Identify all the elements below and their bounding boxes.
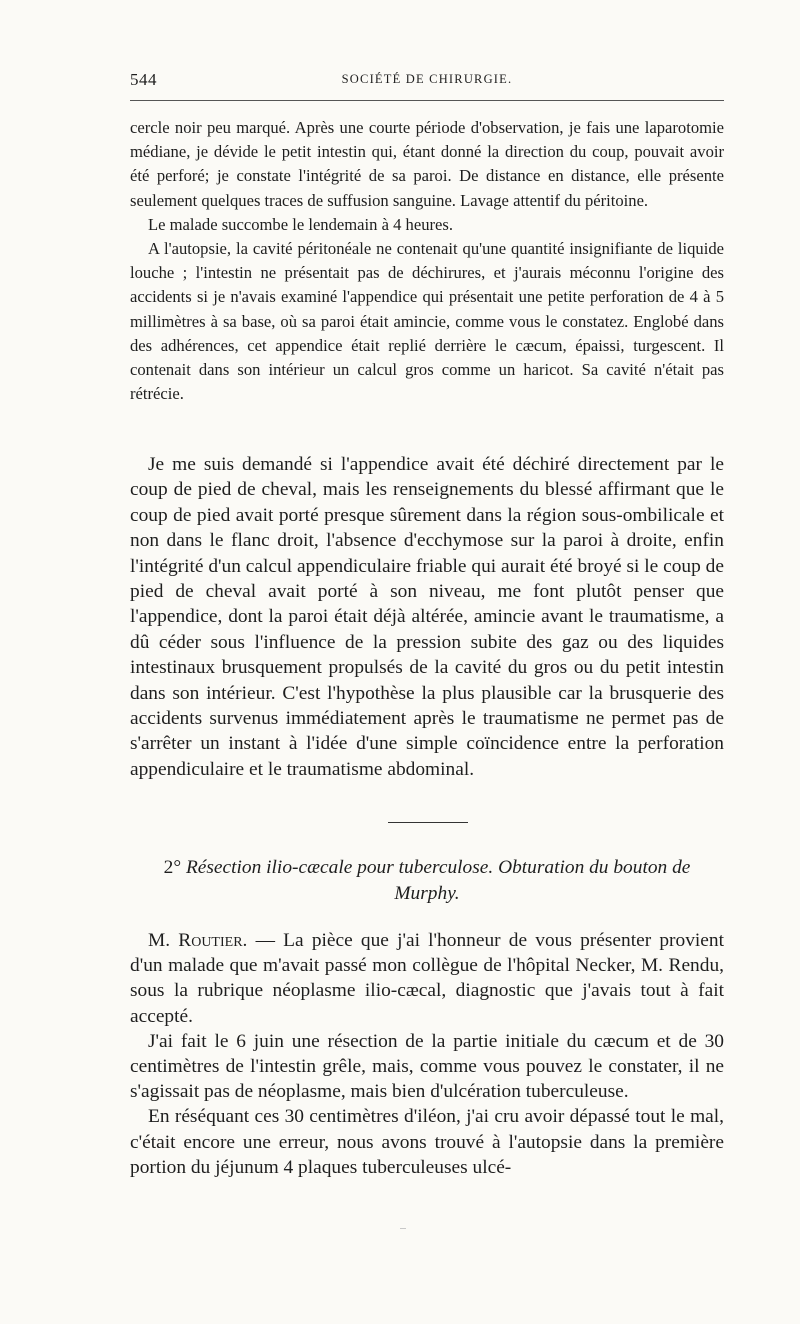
speaker-name: M. Routier. bbox=[148, 930, 248, 951]
paragraph: A l'autopsie, la cavité péritonéale ne contenait qu'une quantité insignifiante de liquide louche ; l'intestin ne présentait pas de déchirures, et j'aurais méconnu l'origine des accidents si je n'avais examiné l'appendice qui présentait une petite perforation de 4 à 5 millimètres à sa base, où sa paroi était amincie, comme vous le constatez. Englobé dans des adhérences, cet appendice était replié derrière le cæcum, épaissi, turgescent. Il contenait dans son intérieur un calcul gros comme un haricot. Sa cavité n'était pas rétrécie. bbox=[130, 239, 724, 404]
case-text bbox=[130, 928, 724, 1180]
discussion-text bbox=[130, 452, 724, 782]
paragraph: En réséquant ces 30 centimètres d'iléon, j'ai cru avoir dépassé tout le mal, c'était encore une erreur, nous avons trouvé à l'autopsie dans la première portion du jéjunum 4 plaques tuberculeuses ulcé- bbox=[130, 1106, 724, 1178]
paragraph: J'ai fait le 6 juin une résection de la partie initiale du cæcum et de 30 centimètres de l'intestin grêle, mais, comme vous pouvez le constater, il ne s'agissait pas de néoplasme, mais bien d'ulcération tuberculeuse. bbox=[130, 1030, 724, 1103]
paragraph: cercle noir peu marqué. Après une courte période d'observation, je fais une laparotomie médiane, je dévide le petit intestin qui, étant donné la direction du coup, pouvait avoir été perforé; je constate l'intégrité de sa paroi. De distance en distance, elle présente seulement quelques traces de suffusion sanguine. Lavage attentif du péritoine. bbox=[130, 118, 724, 210]
section-divider bbox=[388, 822, 468, 823]
page-number: 544 bbox=[130, 70, 157, 89]
paragraph: Le malade succombe le lendemain à 4 heures. bbox=[148, 214, 454, 234]
page-header bbox=[130, 70, 724, 92]
paragraph bbox=[130, 928, 724, 1029]
print-speck bbox=[400, 1228, 406, 1229]
section-number: 2° bbox=[163, 857, 182, 878]
paragraph-body: — La pièce que j'ai l'honneur de vous présenter provient d'un malade que m'avait passé mon collègue de l'hôpital Necker, M. Rendu, sous la rubrique néoplasme ilio-cæcal, diagnostic que j'avais tout à fait accepté. bbox=[130, 930, 724, 1027]
running-head: SOCIÉTÉ DE CHIRURGIE. bbox=[341, 72, 513, 86]
section-heading bbox=[130, 855, 724, 907]
observation-text bbox=[130, 116, 724, 406]
paragraph: Je me suis demandé si l'appendice avait été déchiré directement par le coup de pied de cheval, mais les renseignements du blessé affirmant que le coup de pied avait porté presque sûrement dans la région sous-ombilicale et non dans le flanc droit, l'absence d'ecchymose sur la paroi à droite, enfin l'intégrité d'un calcul appendiculaire friable qui aurait été broyé si le coup de pied de cheval avait porté à son niveau, me font plutôt penser que l'appendice, dont la paroi était déjà altérée, amincie avant le traumatisme, a dû céder sous l'influence de la pression subite des gaz ou des liquides intestinaux brusquement propulsés de la cavité du gros ou du petit intestin dans son intérieur. C'est l'hypothèse la plus plausible car la brusquerie des accidents survenus immédiatement après le traumatisme ne permet pas de s'arrêter un instant à l'idée d'une simple coïncidence entre la perforation appendiculaire et le traumatisme abdominal. bbox=[130, 454, 724, 780]
section-title: Résection ilio-cæcale pour tuberculose. Obturation du bouton de Murphy. bbox=[185, 857, 691, 904]
header-rule bbox=[130, 100, 724, 101]
